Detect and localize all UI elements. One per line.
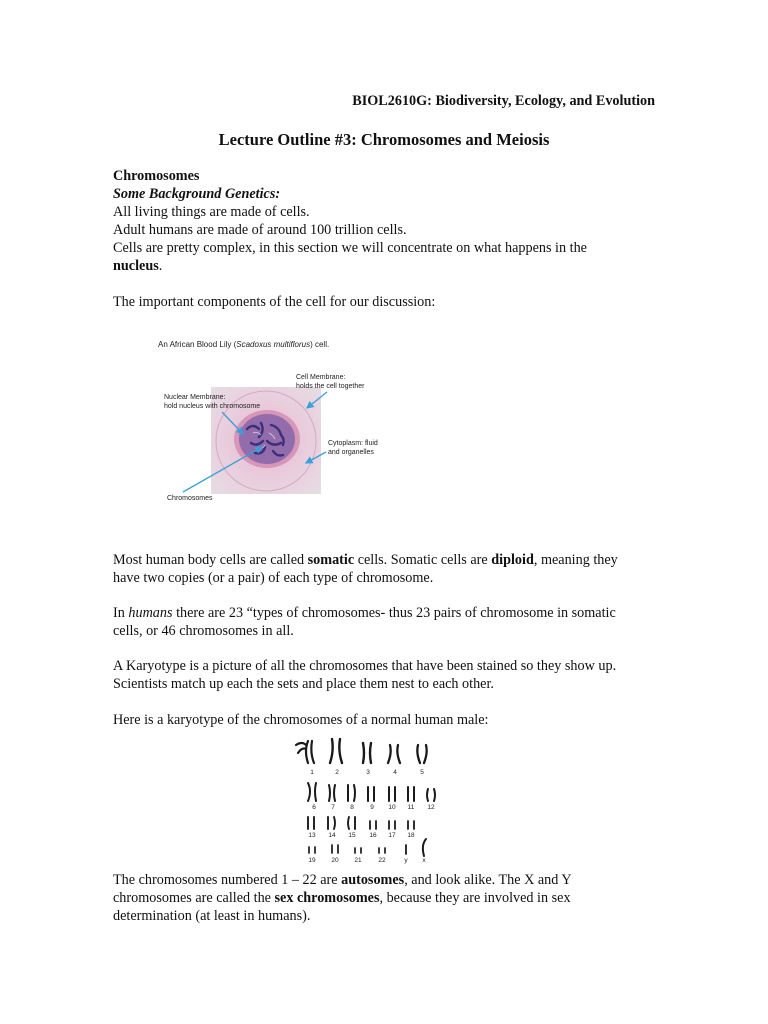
caption-species: Scadoxus multiflorus [236,340,311,349]
autosomes-text-2c: , because they are involved in sex [379,890,571,906]
karyo-label: 19 [308,857,316,864]
karyotype-def-line-2: Scientists match up each the sets and place them nest to each other. [113,676,494,692]
karyo-label: 13 [308,832,316,839]
karyo-label: 5 [420,769,424,776]
karyo-label: x [422,857,426,864]
autosomes-line-3: determination (at least in humans). [113,908,311,924]
nuclear-membrane-label [164,393,260,411]
karyotype-image [288,733,448,867]
humans-term: humans [128,605,173,621]
humans-text-a: In [113,605,129,621]
autosomes-term: autosomes [341,872,405,888]
autosomes-text-2a: chromosomes are called the [113,890,275,906]
intro-line-2: Adult humans are made of around 100 trillion cells. [113,222,407,238]
karyotype-def-line-1: A Karyotype is a picture of all the chromosomes that have been stained so they show up. [113,658,617,674]
karyo-label: 4 [393,769,397,776]
section-heading: Chromosomes [113,168,200,184]
karyo-label: 7 [331,804,335,811]
intro-line-4-end: . [158,258,163,274]
cell-figure-caption [158,340,329,349]
course-title: BIOL2610G: Biodiversity, Ecology, and Evolution [352,93,655,109]
karyotype-intro: Here is a karyotype of the chromosomes of a normal human male: [113,712,489,728]
somatic-text-a: Most human body cells are called [113,552,308,568]
autosomes-text-a: The chromosomes numbered 1 – 22 are [113,872,342,888]
karyo-label: 8 [350,804,354,811]
humans-line-1 [113,604,616,622]
cell-membrane-label-line-2: holds the cell together [296,383,365,390]
autosomes-line-2 [113,889,571,907]
karyo-label: 20 [331,857,339,864]
karyo-label: 12 [427,804,435,811]
cytoplasm-label [328,439,378,457]
karyo-label: 22 [378,857,386,864]
cytoplasm-label-line-2: and organelles [328,449,374,456]
humans-line-2: cells, or 46 chromosomes in all. [113,623,294,639]
karyo-label: 6 [312,804,316,811]
intro-line-1: All living things are made of cells. [113,204,310,220]
karyo-label: 3 [366,769,370,776]
components-text: The important components of the cell for our discussion: [113,294,436,310]
nuclear-membrane-label-line-1: Nuclear Membrane: [164,394,226,401]
karyo-label: 21 [354,857,362,864]
somatic-term: somatic [307,552,355,568]
karyo-label: 11 [407,804,415,811]
sex-chromosomes-term: sex chromosomes [274,890,380,906]
caption-post: ) cell. [310,340,330,349]
somatic-text-e: , meaning they [533,552,618,568]
chromosomes-label: Chromosomes [167,495,213,502]
section-subheading: Some Background Genetics: [113,186,281,202]
caption-pre: An African Blood Lily ( [158,340,237,349]
karyo-label: 9 [370,804,374,811]
karyo-label: 17 [388,832,396,839]
karyo-label: 16 [369,832,377,839]
somatic-text-c: cells. Somatic cells are [354,552,492,568]
diploid-term: diploid [491,552,534,568]
karyo-label: 1 [310,769,314,776]
karyo-label: 2 [335,769,339,776]
karyo-label: y [404,857,408,864]
cytoplasm-label-line-1: Cytoplasm: fluid [328,440,378,447]
karyo-label: 14 [328,832,336,839]
intro-line-4 [113,257,162,275]
karyo-label: 18 [407,832,415,839]
autosomes-line-1 [113,871,572,889]
autosomes-text-c: , and look alike. The X and Y [404,872,572,888]
lecture-title: Lecture Outline #3: Chromosomes and Meiosis [218,130,550,149]
somatic-line-1 [113,551,618,569]
somatic-line-2: have two copies (or a pair) of each type of chromosome. [113,570,434,586]
cell-membrane-label [296,373,365,391]
cell-membrane-label-line-1: Cell Membrane: [296,374,346,381]
karyo-label: 15 [348,832,356,839]
humans-text-c: there are 23 “types of chromosomes- thus 23 pairs of chromosome in somatic [172,605,616,621]
intro-line-3: Cells are pretty complex, in this section we will concentrate on what happens in the [113,240,587,256]
nuclear-membrane-label-line-2: hold nucleus with chromosome [164,403,261,410]
nucleus-term: nucleus [113,258,159,274]
karyo-label: 10 [388,804,396,811]
